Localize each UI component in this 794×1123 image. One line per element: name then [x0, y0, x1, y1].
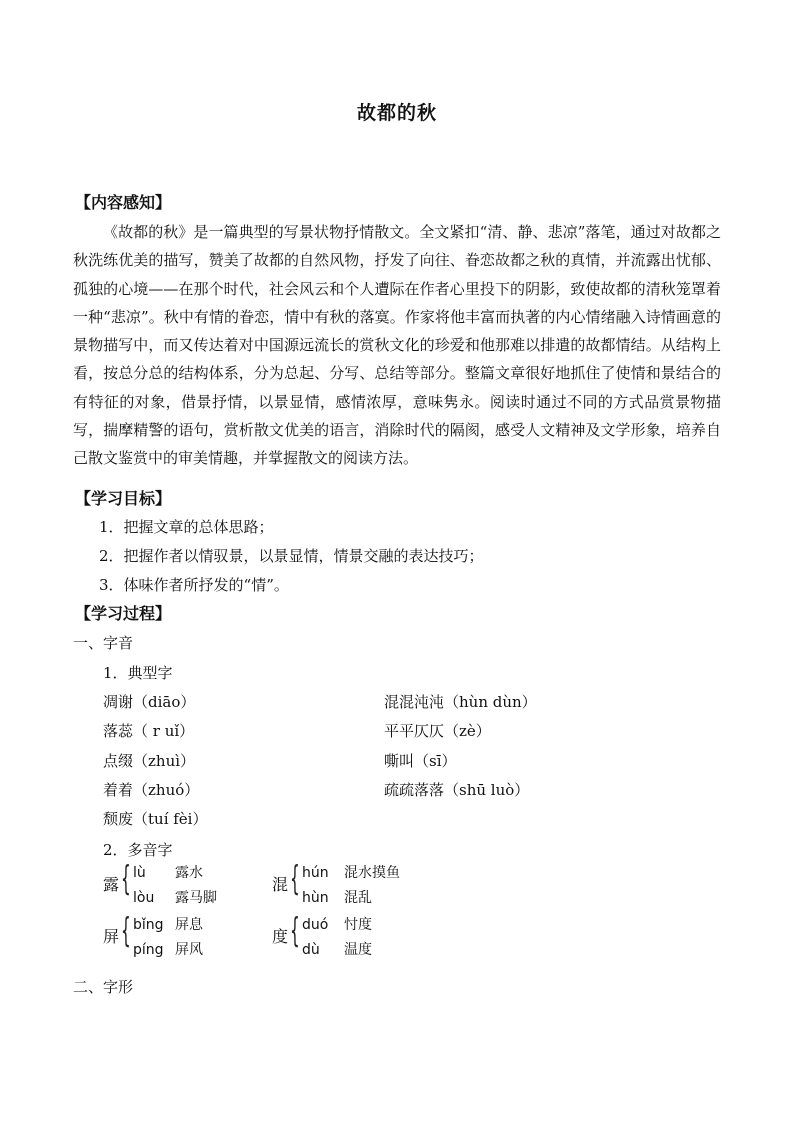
typical-word: 混混沌沌（hùn dùn）: [384, 693, 537, 711]
goals-heading: 【学习目标】: [75, 489, 172, 508]
pinyin: lòu: [133, 890, 155, 906]
section-pronunciation: 一、字音: [73, 634, 134, 652]
brace-icon: {: [121, 911, 131, 951]
example-word: 露水: [175, 865, 203, 881]
polyphone-reading: [302, 914, 372, 934]
section-glyphs: 二、字形: [73, 978, 134, 996]
goal-item: 3．体味作者所抒发的“情”。: [99, 576, 289, 594]
example-word: 混乱: [344, 890, 372, 906]
polyphone-char: 屏: [103, 927, 120, 946]
typical-word: 落蕊（ r uǐ）: [103, 722, 195, 740]
typical-word: 点缀（zhuì）: [103, 752, 196, 770]
example-word: 温度: [344, 942, 372, 958]
goal-item: 2．把握作者以情驭景，以景显情，情景交融的表达技巧；: [99, 547, 484, 565]
typical-word: 平平仄仄（zè）: [384, 722, 491, 740]
brace-icon: {: [290, 859, 300, 899]
polyphone-char: 度: [272, 927, 289, 946]
example-word: 屏息: [175, 917, 203, 933]
example-word: 露马脚: [175, 890, 217, 906]
brace-icon: {: [290, 911, 300, 951]
process-heading: 【学习过程】: [75, 604, 172, 623]
typical-word: 着着（zhuó）: [103, 781, 200, 799]
typical-word: 颓废（tuí fèi）: [103, 810, 208, 828]
polyphone-reading: [302, 939, 372, 959]
pinyin: lù: [133, 865, 146, 881]
typical-word: 凋谢（diāo）: [103, 693, 196, 711]
content-paragraph: 《故都的秋》是一篇典型的写景状物抒情散文。全文紧扣“清、静、悲凉”落笔，通过对故都之秋洗练优美的描写，赞美了故都的自然风物，抒发了向往、眷恋故都之秋的真情，并流露出忧郁、孤独的心境——在那个时代，社会风云和个人遭际在作者心里投下的阴影，致使故都的清秋笼罩着一种“悲凉”。秋中有情的眷恋，情中有秋的落寞。作家将他丰富而执著的内心情绪融入诗情画意的景物描写中，而又传达着对中国源远流长的赏秋文化的珍爱和他那难以排遣的故都情结。从结构上看，按总分总的结构体系，分为总起、分写、总结等部分。整篇文章很好地抓住了使情和景结合的有特征的对象，借景抒情，以景显情，感情浓厚，意味隽永。阅读时通过不同的方式品赏景物描写，揣摩精警的语句，赏析散文优美的语言，消除时代的隔阂，感受人文精神及文学形象，培养自己散文鉴赏中的审美情趣，并掌握散文的阅读方法。: [73, 223, 721, 468]
polyphone-reading: [133, 862, 203, 882]
sub-polyphones: 2．多音字: [103, 841, 173, 859]
typical-word: 疏疏落落（shū luò）: [384, 781, 530, 799]
pinyin: píng: [133, 942, 164, 958]
polyphone-reading: [133, 887, 217, 907]
pinyin: dù: [302, 942, 320, 958]
pinyin: bǐng: [133, 917, 164, 933]
pinyin: duó: [302, 917, 329, 933]
typical-word: 嘶叫（sī）: [384, 752, 457, 770]
polyphone-reading: [133, 914, 203, 934]
content-heading: 【内容感知】: [75, 193, 172, 212]
polyphone-char: 露: [103, 875, 120, 894]
goal-item: 1．把握文章的总体思路；: [99, 518, 274, 536]
polyphone-reading: [302, 862, 400, 882]
polyphone-char: 混: [272, 875, 289, 894]
example-word: 混水摸鱼: [344, 865, 400, 881]
example-word: 忖度: [344, 917, 372, 933]
page-title: 故都的秋: [356, 102, 437, 124]
pinyin: hún: [302, 865, 329, 881]
polyphone-reading: [302, 887, 372, 907]
pinyin: hùn: [302, 890, 329, 906]
sub-typical-characters: 1．典型字: [103, 664, 173, 682]
brace-icon: {: [121, 859, 131, 899]
polyphone-reading: [133, 939, 203, 959]
example-word: 屏风: [175, 942, 203, 958]
